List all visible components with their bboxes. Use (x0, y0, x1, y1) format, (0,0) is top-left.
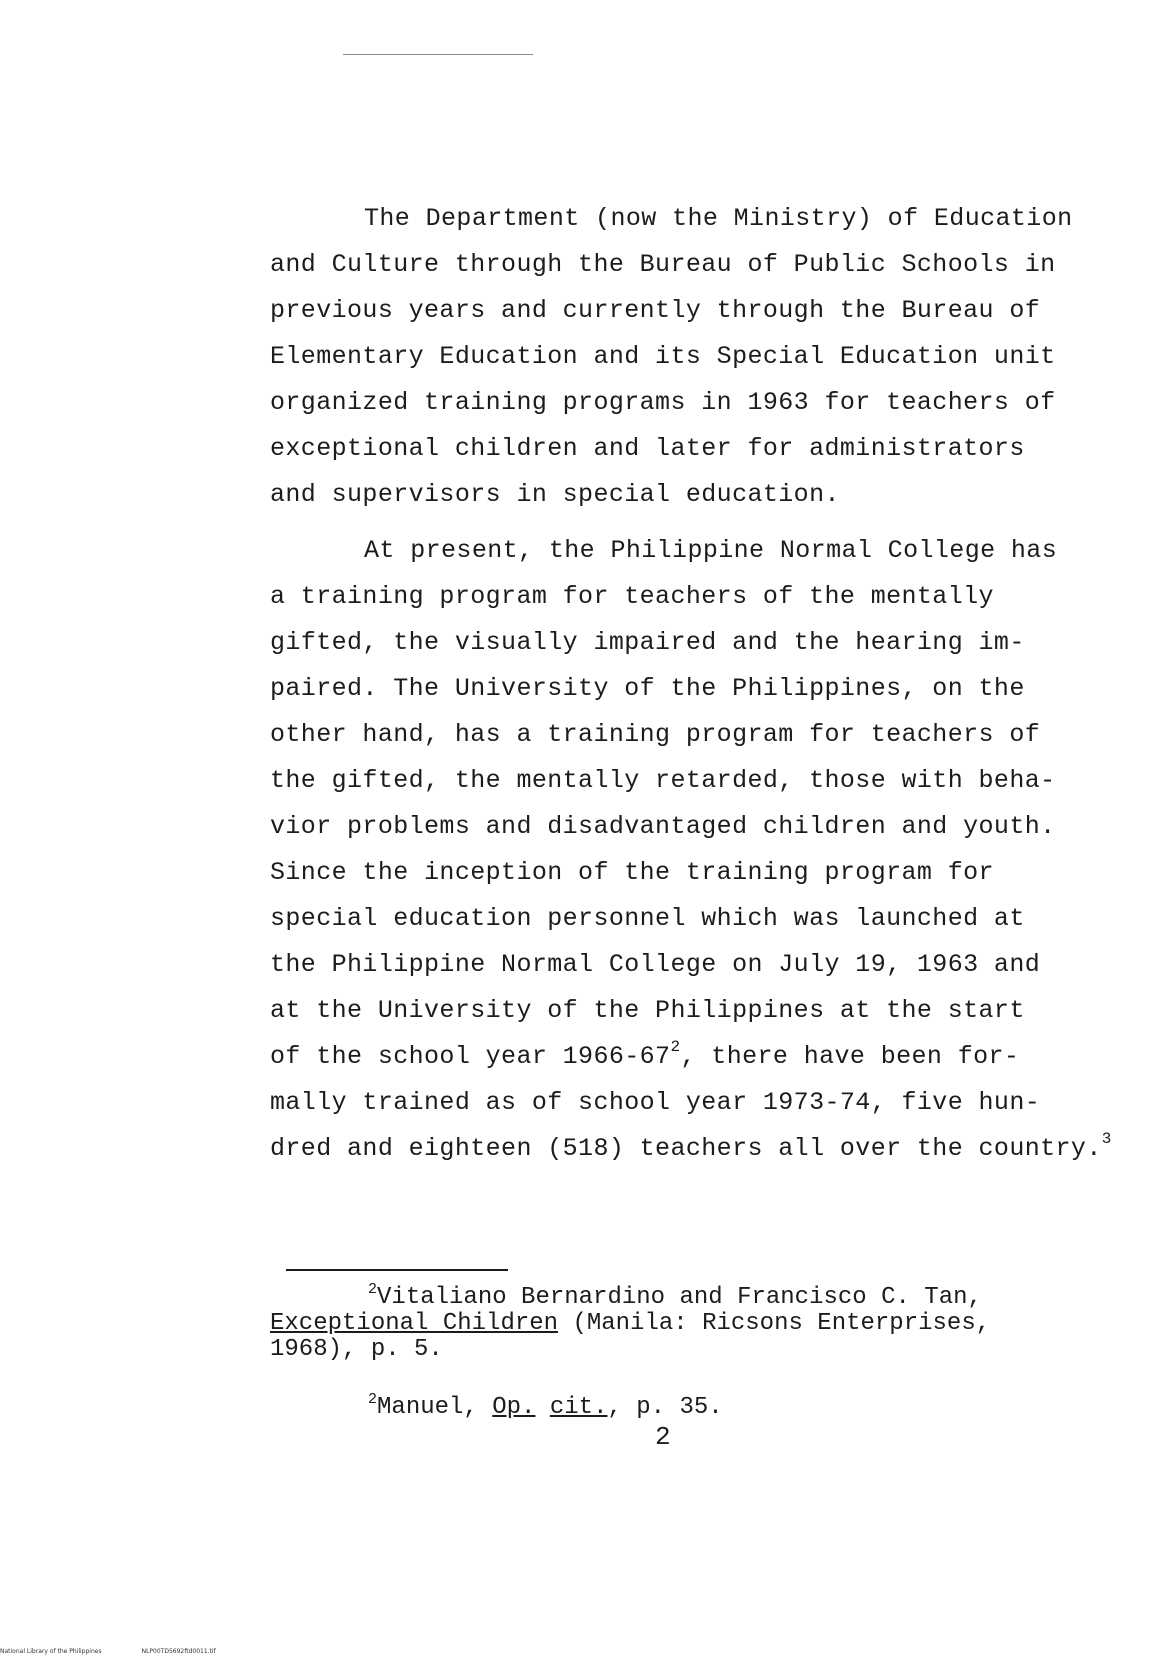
paragraph-2-line-2: a training program for teachers of the mentally (270, 582, 994, 611)
footnote-2-cit: cit. (549, 1394, 608, 1421)
footnote-2-page: , p. 35. (607, 1394, 723, 1421)
paragraph-2-line-14 (270, 1130, 1112, 1166)
footnote-ref-2: 2 (670, 1038, 681, 1056)
footnote-1-line-2 (270, 1311, 990, 1337)
footnote-separator (286, 1269, 508, 1271)
footnote-2-author: Manuel, (377, 1394, 493, 1421)
footer-library: National Library of the Philippines (0, 1648, 102, 1655)
paragraph-1-line-1: The Department (now the Ministry) of Education (364, 204, 1073, 233)
footnote-1-line-3: 1968), p. 5. (270, 1336, 443, 1363)
paragraph-1-line-2: and Culture through the Bureau of Public Schools in (270, 250, 1056, 279)
paragraph-2-line-10: the Philippine Normal College on July 19, 1963 and (270, 950, 1041, 979)
footnote-2 (368, 1391, 723, 1423)
paragraph-2-line-9: special education personnel which was launched at (270, 904, 1025, 933)
school-year-text: of the school year 1966-67 (270, 1042, 671, 1071)
footnote-1-title: Exceptional Children (270, 1310, 559, 1337)
paragraph-2-line-1: At present, the Philippine Normal College has (364, 536, 1058, 565)
paragraph-2-line-13: mally trained as of school year 1973-74, five hun- (270, 1088, 1041, 1117)
paragraph-1-line-3: previous years and currently through the Bureau of (270, 296, 1041, 325)
page-number: 2 (655, 1422, 671, 1452)
paragraph-2-line-6: the gifted, the mentally retarded, those with beha- (270, 766, 1056, 795)
last-line-text: dred and eighteen (518) teachers all over the country. (270, 1134, 1102, 1163)
scan-footer (0, 1648, 256, 1655)
paragraph-1-line-4: Elementary Education and its Special Education unit (270, 342, 1056, 371)
footnote-1-line-1 (368, 1281, 982, 1313)
top-rule (343, 54, 533, 55)
paragraph-2-line-11: at the University of the Philippines at the start (270, 996, 1025, 1025)
footnote-2-op: Op. (492, 1394, 536, 1421)
paragraph-1-line-5: organized training programs in 1963 for teachers of (270, 388, 1056, 417)
paragraph-2-line-4: paired. The University of the Philippines, on the (270, 674, 1025, 703)
paragraph-2-line-8: Since the inception of the training program for (270, 858, 994, 887)
paragraph-2-line-5: other hand, has a training program for teachers of (270, 720, 1041, 749)
footnote-2-marker: 2 (368, 1391, 378, 1408)
paragraph-2-line-7: vior problems and disadvantaged children and youth. (270, 812, 1056, 841)
footnote-1-publisher: (Manila: Ricsons Enterprises, (558, 1310, 991, 1337)
paragraph-2-line-3: gifted, the visually impaired and the hearing im- (270, 628, 1025, 657)
footnote-1-authors: Vitaliano Bernardino and Francisco C. Tan, (377, 1284, 982, 1311)
footnote-1-marker: 2 (368, 1281, 378, 1298)
paragraph-1-line-7: and supervisors in special education. (270, 480, 840, 509)
paragraph-2-line-12 (270, 1038, 1020, 1074)
paragraph-1-line-6: exceptional children and later for administrators (270, 434, 1025, 463)
footer-file: NLP00TD5692ftd0011.tif (141, 1648, 216, 1655)
school-year-text-rest: , there have been for- (680, 1042, 1020, 1071)
footnote-ref-3: 3 (1101, 1130, 1112, 1148)
